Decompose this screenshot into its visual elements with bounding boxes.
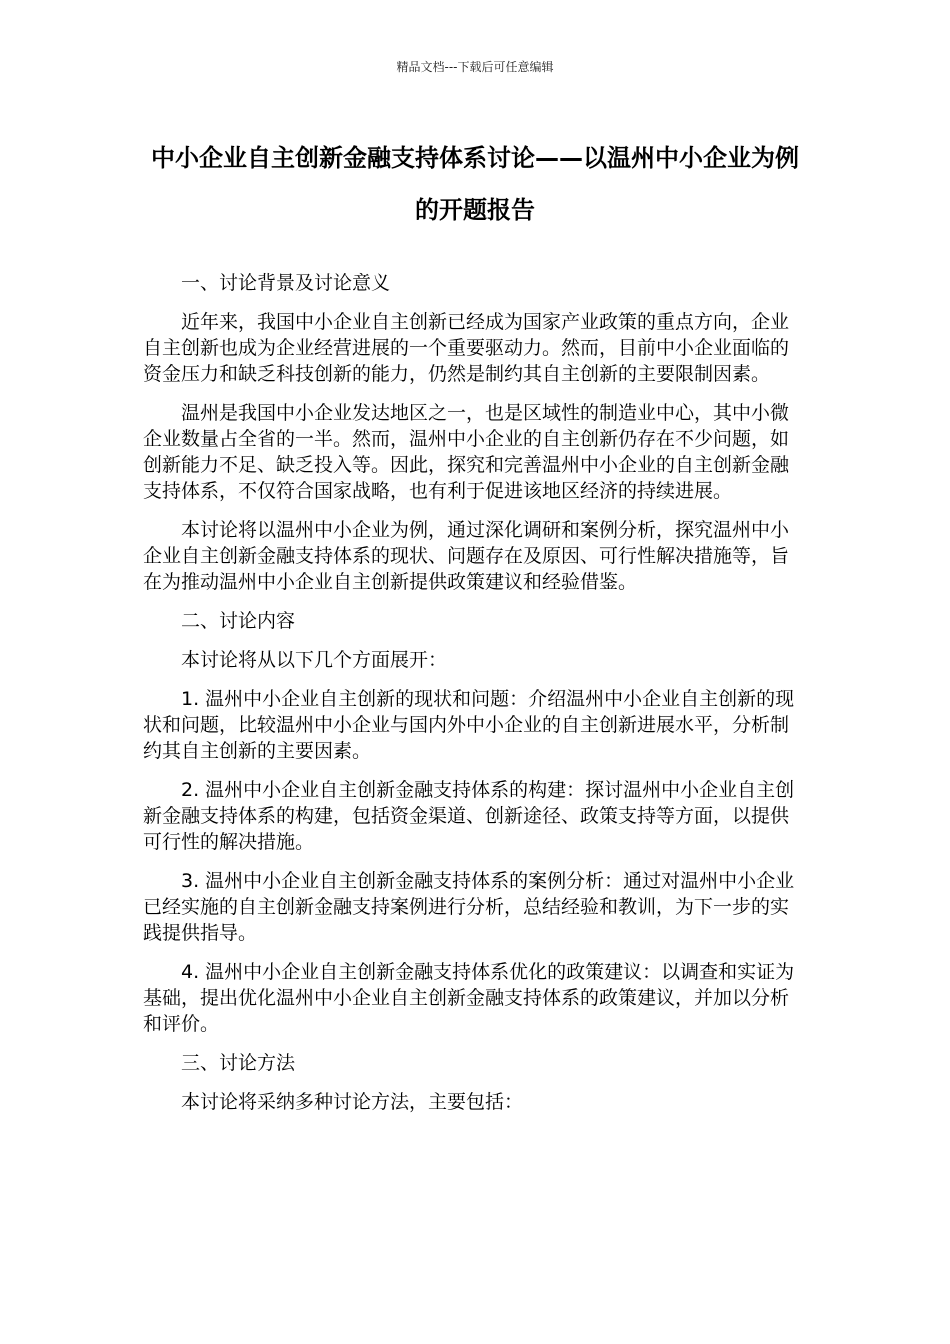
content-item-1: 1. 温州中小企业自主创新的现状和问题：介绍温州中小企业自主创新的现状和问题，比较温州中小企业与国内外中小企业的自主创新进展水平，分析制约其自主创新的主要因素。 <box>143 688 795 762</box>
paragraph-background-3: 本讨论将以温州中小企业为例，通过深化调研和案例分析，探究温州中小企业自主创新金融支持体系的现状、问题存在及原因、可行性解决措施等，旨在为推动温州中小企业自主创新提供政策建议和经验借鉴。 <box>143 519 790 593</box>
header-note: 精品文档---下载后可任意编辑 <box>396 60 554 74</box>
section-heading-content: 二、讨论内容 <box>181 610 296 632</box>
content-item-4: 4. 温州中小企业自主创新金融支持体系优化的政策建议：以调查和实证为基础，提出优化温州中小企业自主创新金融支持体系的政策建议，并加以分析和评价。 <box>143 961 795 1035</box>
paragraph-background-2: 温州是我国中小企业发达地区之一，也是区域性的制造业中心，其中小微企业数量占全省的一半。然而，温州中小企业的自主创新仍存在不少问题，如创新能力不足、缺乏投入等。因此，探究和完善温州中小企业的自主创新金融支持体系，不仅符合国家战略，也有利于促进该地区经济的持续进展。 <box>143 402 790 502</box>
document-body <box>143 270 807 1128</box>
content-item-2: 2. 温州中小企业自主创新金融支持体系的构建：探讨温州中小企业自主创新金融支持体系的构建，包括资金渠道、创新途径、政策支持等方面，以提供可行性的解决措施。 <box>143 779 795 853</box>
paragraph-method-intro: 本讨论将采纳多种讨论方法，主要包括： <box>181 1091 524 1113</box>
section-heading-background: 一、讨论背景及讨论意义 <box>181 272 391 294</box>
paragraph-content-intro: 本讨论将从以下几个方面展开： <box>181 649 448 671</box>
document-title: 中小企业自主创新金融支持体系讨论——以温州中小企业为例的开题报告 <box>151 144 799 224</box>
content-item-3: 3. 温州中小企业自主创新金融支持体系的案例分析：通过对温州中小企业已经实施的自主创新金融支持案例进行分析，总结经验和教训，为下一步的实践提供指导。 <box>143 870 795 944</box>
section-heading-method: 三、讨论方法 <box>181 1052 296 1074</box>
paragraph-background-1: 近年来，我国中小企业自主创新已经成为国家产业政策的重点方向，企业自主创新也成为企业经营进展的一个重要驱动力。然而，目前中小企业面临的资金压力和缺乏科技创新的能力，仍然是制约其自主创新的主要限制因素。 <box>143 311 790 385</box>
